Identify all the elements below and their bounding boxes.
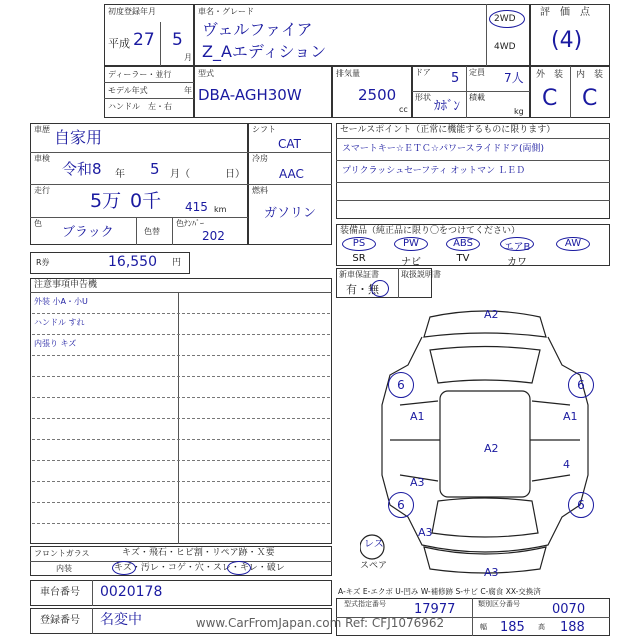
capacity-value: 7人	[504, 71, 524, 85]
equipment-item2-3: カワ	[507, 257, 527, 268]
width-label: 幅	[480, 623, 487, 631]
type-label: 型式	[198, 69, 214, 78]
registration-month: 5	[172, 30, 183, 50]
width-value: 185	[500, 620, 525, 635]
type-value: DBA-AGH30W	[198, 86, 302, 104]
model-year-label: モデル年式	[108, 86, 148, 95]
cc-unit: cc	[399, 105, 408, 114]
equipment-item2-2: TV	[456, 253, 470, 264]
exterior-grade: C	[542, 86, 558, 111]
inspection-era: 令和8	[62, 160, 102, 178]
divider	[248, 184, 332, 185]
damage-mark-rear-bumper: A3	[484, 566, 499, 579]
damage-mark-left-rear-door: A3	[410, 476, 425, 489]
rating-value: (4)	[551, 28, 583, 53]
divider	[336, 200, 610, 201]
month-day-unit: 月（	[170, 169, 190, 180]
mileage-label: 走行	[34, 186, 50, 195]
rating-label: 評 価 点	[540, 7, 590, 18]
warranty-value: 有・無	[346, 283, 379, 296]
notes-rule	[32, 481, 330, 482]
damage-mark-front-bumper: A2	[484, 308, 499, 321]
grade: Z_Aエディション	[202, 42, 327, 61]
exterior-label: 外 装	[536, 70, 564, 80]
damage-mark-front-right-wheel: 6	[568, 372, 594, 398]
kg-unit: kg	[514, 107, 524, 116]
year-unit: 年	[115, 169, 125, 180]
divider	[336, 182, 610, 183]
divider	[248, 152, 332, 153]
registration-year: 27	[133, 30, 155, 50]
class-value: 0070	[552, 602, 586, 617]
spare-label: スペア	[360, 561, 388, 571]
warranty-none-circle	[371, 280, 389, 297]
equipment-item-3: エアB	[503, 242, 531, 253]
shift-value: CAT	[278, 137, 301, 151]
day-unit: 日）	[225, 169, 245, 180]
damage-mark-right-rear-door: 4	[563, 458, 570, 471]
divider	[466, 66, 467, 118]
divider	[104, 82, 194, 83]
aircon-value: AAC	[279, 167, 304, 181]
height-value: 188	[560, 620, 585, 635]
equipment-item-1: PW	[403, 238, 419, 249]
equipment-item2-0: SR	[352, 253, 366, 264]
reg-no-label: 登録番号	[40, 615, 80, 626]
divider	[30, 184, 248, 185]
damage-mark-left-front-door: A1	[410, 410, 425, 423]
divider	[398, 268, 399, 298]
rub-circle	[227, 561, 251, 575]
notes-line-1: ハンドル すれ	[34, 318, 85, 327]
sales-points-label: セールスポイント（正常に機能するものに限ります）	[340, 125, 556, 135]
equipment-item-2: ABS	[453, 238, 473, 249]
notes-rule	[32, 460, 330, 461]
notes-rule	[32, 502, 330, 503]
car-name-label: 車名・グレード	[198, 7, 254, 16]
month-unit: 月	[184, 53, 192, 62]
divider	[136, 217, 137, 245]
drive-4wd: 4WD	[494, 42, 516, 52]
shape-label: 形状	[415, 93, 431, 102]
handle-label: ハンドル 左・右	[108, 102, 172, 111]
notes-rule	[32, 355, 330, 356]
notes-rule	[32, 439, 330, 440]
reg-no-value: 名変中	[100, 612, 142, 628]
notes-rule	[32, 376, 330, 377]
door-label: ドア	[415, 68, 431, 77]
notes-rule	[32, 523, 330, 524]
mileage-rest: 415	[185, 200, 208, 214]
inspection-label: 車検	[34, 154, 50, 163]
interior-label: 内 装	[576, 70, 604, 80]
divider	[92, 580, 93, 606]
fuel-value: ガソリン	[264, 206, 317, 221]
capacity-label: 定員	[469, 68, 485, 77]
notes-rule	[32, 334, 330, 335]
color-no-label: 色ﾅﾝﾊﾞｰ	[176, 219, 204, 228]
notes-line-0: 外装 小A・小U	[34, 297, 88, 306]
equipment-item2-1: ナビ	[401, 257, 421, 268]
damage-mark-front-left-wheel: 6	[388, 372, 414, 398]
type-cert-value: 17977	[414, 602, 456, 617]
divider	[336, 138, 610, 139]
front-glass-label: フロントガラス	[34, 549, 90, 558]
divider	[570, 66, 571, 118]
recycle-value: 16,550	[108, 254, 157, 270]
divider	[486, 4, 487, 66]
damage-mark-rear-left-quarter: A3	[418, 526, 433, 539]
vehicle-no-value: 0020178	[100, 584, 163, 600]
notes-rule	[32, 397, 330, 398]
notes-label: 注意事項申告機	[34, 280, 98, 290]
spare-less-label: レス	[364, 539, 384, 550]
sales-point-line-1: スマートキー☆ＥＴＣ☆パワースライドドア(両側)	[342, 144, 544, 154]
door-value: 5	[451, 71, 460, 86]
yen-unit: 円	[172, 258, 182, 268]
shift-label: シフト	[252, 125, 276, 134]
color-change-label: 色替	[144, 227, 160, 236]
damage-mark-rear-left-wheel: 6	[388, 492, 414, 518]
notes-line-2: 内張り キズ	[34, 339, 77, 348]
drive-2wd: 2WD	[494, 14, 516, 24]
divider	[30, 292, 332, 293]
dealer-label: ディーラー・並行	[108, 70, 172, 79]
scratch-circle	[112, 561, 136, 575]
vehicle-no-label: 車台番号	[40, 587, 80, 598]
damage-legend: A-キズ E-エクボ U-凹み W-補修跡 S-サビ C-腐食 XX-交換済	[338, 587, 541, 596]
divider	[104, 98, 194, 99]
interior-glass-items: キズ・汚レ・コゲ・穴・スレ・キレ・破レ	[114, 563, 285, 573]
class-label: 類別区分番号	[478, 600, 520, 608]
era-label: 平成	[108, 37, 130, 50]
divider	[336, 160, 610, 161]
interior-grade: C	[582, 86, 598, 111]
usage-value: 自家用	[54, 128, 103, 147]
interior-glass-label: 内装	[56, 564, 72, 573]
car-name: ヴェルファイア	[202, 20, 313, 39]
damage-mark-right-front-door: A1	[563, 410, 578, 423]
recycle-label: R券	[36, 258, 50, 267]
shape-value: ｶﾎﾞﾝ	[434, 99, 460, 114]
color-value: ブラック	[62, 225, 114, 240]
damage-mark-rear-right-wheel: 6	[568, 492, 594, 518]
notes-rule	[32, 313, 330, 314]
new-warranty-label: 新車保証書	[339, 270, 379, 279]
displacement-value: 2500	[358, 86, 397, 104]
divider	[30, 152, 248, 153]
aircon-label: 冷房	[252, 154, 268, 163]
watermark: www.CarFromJapan.com Ref: CFJ1076962	[195, 616, 445, 630]
sales-point-line-2: プリクラッシュセーフティ オットマン ＬＥＤ	[342, 166, 526, 176]
divider	[30, 217, 248, 218]
equipment-item-4: AW	[564, 238, 582, 249]
divider	[30, 561, 332, 562]
mileage-sen: 0千	[130, 190, 162, 212]
usage-label: 車歴	[34, 125, 50, 134]
fuel-label: 燃料	[252, 186, 268, 195]
notes-rule	[32, 418, 330, 419]
equipment-label: 装備品（純正品に限り〇をつけてください）	[340, 226, 521, 236]
color-no-value: 202	[202, 229, 225, 243]
divider	[160, 22, 161, 66]
height-label: 高	[538, 623, 545, 631]
manual-label: 取扱説明書	[401, 270, 441, 279]
first-registration-label: 初度登録年月	[108, 7, 156, 16]
mileage-man: 5万	[90, 190, 122, 212]
inspection-month: 5	[150, 160, 160, 178]
divider	[412, 91, 530, 92]
load-label: 積載	[469, 93, 485, 102]
km-unit: km	[214, 205, 227, 214]
type-cert-label: 型式指定番号	[344, 600, 386, 608]
displacement-label: 排気量	[336, 69, 360, 78]
divider	[172, 217, 173, 245]
model-year-unit: 年	[184, 86, 192, 95]
front-glass-items: キズ・飛石・ヒビ割・リペア跡・Ｘ要	[122, 548, 275, 558]
color-label: 色	[34, 219, 42, 228]
equipment-item-0: PS	[352, 238, 366, 249]
damage-mark-roof: A2	[484, 442, 499, 455]
